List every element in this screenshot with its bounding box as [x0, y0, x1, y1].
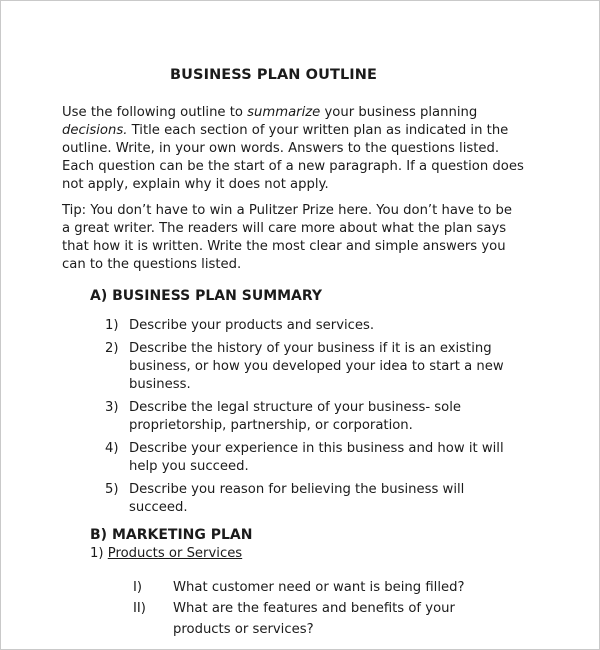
list-item-text: Describe your products and services. [129, 318, 375, 333]
list-item [105, 340, 599, 394]
intro-text-3: Title each section of your written plan as indicated in the outline. Write, in your own words. Answers to the questions listed. Each question can be the start of a new paragraph. If a question does not apply, explain why it does not apply. [62, 123, 524, 192]
intro-text-1: Use the following outline to [62, 105, 248, 120]
intro-italic-summarize: summarize [247, 105, 321, 120]
list-item-text: Describe your experience in this business and how it will help you succeed. [129, 441, 504, 474]
list-item-marker: 4) [105, 441, 119, 456]
intro-paragraph [62, 104, 524, 194]
list-item-marker: 2) [105, 341, 119, 356]
page-title: BUSINESS PLAN OUTLINE [170, 67, 378, 83]
section-b-subsection [90, 545, 599, 562]
list-item [105, 399, 599, 435]
section-b-heading: B) MARKETING PLAN [90, 527, 253, 543]
list-item-text: What customer need or want is being filled? [173, 580, 465, 595]
list-item-marker: II) [133, 601, 146, 616]
list-item [133, 598, 599, 640]
list-item [105, 440, 599, 476]
tip-paragraph: Tip: You don’t have to win a Pulitzer Prize here. You don’t have to be a great writer. The readers will care more about what the plan says that how it is written. Write the most clear and simple answers you can to the questions listed. [62, 203, 512, 272]
list-item-text: Describe you reason for believing the business will succeed. [129, 482, 465, 515]
list-item-text: Describe the history of your business if it is an existing business, or how you developed your idea to start a new business. [129, 341, 504, 392]
list-item-marker: I) [133, 580, 143, 595]
list-item-marker: 1) [105, 318, 119, 333]
intro-italic-decisions: decisions. [62, 123, 128, 138]
list-item [105, 317, 599, 335]
list-item [133, 577, 599, 598]
section-b-roman-list [133, 577, 599, 640]
list-item-text: What are the features and benefits of your products or services? [173, 601, 455, 637]
subsection-marker: 1) [90, 546, 104, 561]
list-item-marker: 3) [105, 400, 119, 415]
subsection-title: Products or Services [107, 546, 243, 561]
list-item-text: Describe the legal structure of your business- sole proprietorship, partnership, or corporation. [129, 400, 461, 433]
intro-text-2: your business planning [320, 105, 478, 120]
list-item-marker: 5) [105, 482, 119, 497]
list-item [105, 481, 599, 517]
section-a-list [105, 317, 599, 517]
section-a-heading: A) BUSINESS PLAN SUMMARY [90, 288, 323, 304]
